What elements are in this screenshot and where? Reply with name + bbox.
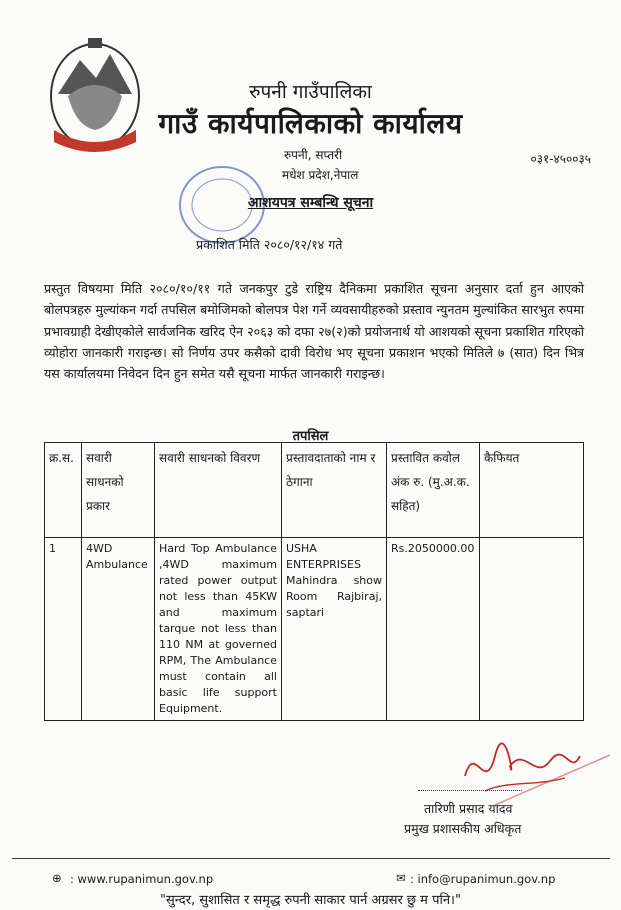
email-text: : info@rupanimun.gov.np <box>410 872 556 886</box>
header-bid-amount: प्रस्तावित कवोल अंक रु. (मु.अ.क. सहित) <box>387 443 480 538</box>
table-title: तपसिल <box>292 429 329 444</box>
table-row <box>45 538 584 721</box>
header-serial: क्र.स. <box>45 443 82 538</box>
cell-vehicle-type: 4WD Ambulance <box>82 538 155 721</box>
table-header-row <box>45 443 584 538</box>
website-text: : www.rupanimun.gov.np <box>70 872 214 886</box>
mail-icon: ✉ <box>396 871 406 885</box>
address-line-2: मधेश प्रदेश,नेपाल <box>282 168 359 182</box>
cell-bidder: USHA ENTERPRISES Mahindra show Room Rajbiraj, saptari <box>282 538 387 721</box>
municipality-name: रुपनी गाउँपालिका <box>249 81 372 103</box>
header-remarks: कैफियत <box>480 443 584 538</box>
header-vehicle-type: सवारी साधनको प्रकार <box>82 443 155 538</box>
footer-email <box>396 871 556 886</box>
cell-serial: 1 <box>45 538 82 721</box>
cell-vehicle-description: Hard Top Ambulance ,4WD maximum rated power output not less than 45KW and maximum tarque not less than 110 NM at governed RPM, The Ambulance must contain all basic life support Equipment. <box>155 538 282 721</box>
address-line-1: रुपनी, सप्तरी <box>284 148 343 162</box>
phone-number: ०३१-४५००३५ <box>530 152 591 166</box>
signatory-title: प्रमुख प्रशासकीय अधिकृत <box>404 821 522 836</box>
office-title: गाउँ कार्यपालिकाको कार्यालय <box>158 107 463 140</box>
signatory-name: तारिणी प्रसाद यादव <box>424 801 513 816</box>
signature-line <box>418 790 522 791</box>
details-table <box>44 442 584 721</box>
notice-subject: आशयपत्र सम्बन्धि सूचना <box>247 195 374 211</box>
header-bidder-name-address: प्रस्तावदाताको नाम र ठेगाना <box>282 443 387 538</box>
footer-motto: "सुन्दर, सुशासित र समृद्ध रुपनी साकार पार्न अग्रसर छु म पनि।" <box>160 893 461 908</box>
notice-body: प्रस्तुत विषयमा मिति २०८०/१०/११ गते जनकपुर टुडे राष्ट्रिय दैनिकमा प्रकाशित सूचना अनुसार दर्ता हुन आएको बोलपत्रहरु मुल्यांकन गर्दा तपसिल बमोजिमको बोलपत्र पेश गर्ने व्यवसायीहरुको प्रस्ताव न्युनतम मुल्यांकित सारभुत रुपमा प्रभावग्राही देखीएकोले सार्वजनिक खरिद ऐन २०६३ को दफा २७(२)को प्रयोजनार्थ यो आशयको सूचना प्रकाशित गरिएको व्योहोरा जानकारी गराइन्छ। सो निर्णय उपर कसैको दावी विरोध भए सूचना प्रकाशन भएको मितिले ७ (सात) दिन भित्र यस कार्यालयमा निवेदन दिन हुन समेत यसै सूचना मार्फत जानकारी गराइन्छ। <box>44 281 584 382</box>
globe-icon: ⊕ <box>52 871 62 885</box>
header-vehicle-description: सवारी साधनको विवरण <box>155 443 282 538</box>
footer-divider <box>12 858 610 859</box>
published-date: प्रकाशित मिति २०८०/१२/१४ गते <box>196 237 343 252</box>
cell-bid-amount: Rs.2050000.00 <box>387 538 480 721</box>
cell-remarks <box>480 538 584 721</box>
footer-website <box>52 871 214 886</box>
